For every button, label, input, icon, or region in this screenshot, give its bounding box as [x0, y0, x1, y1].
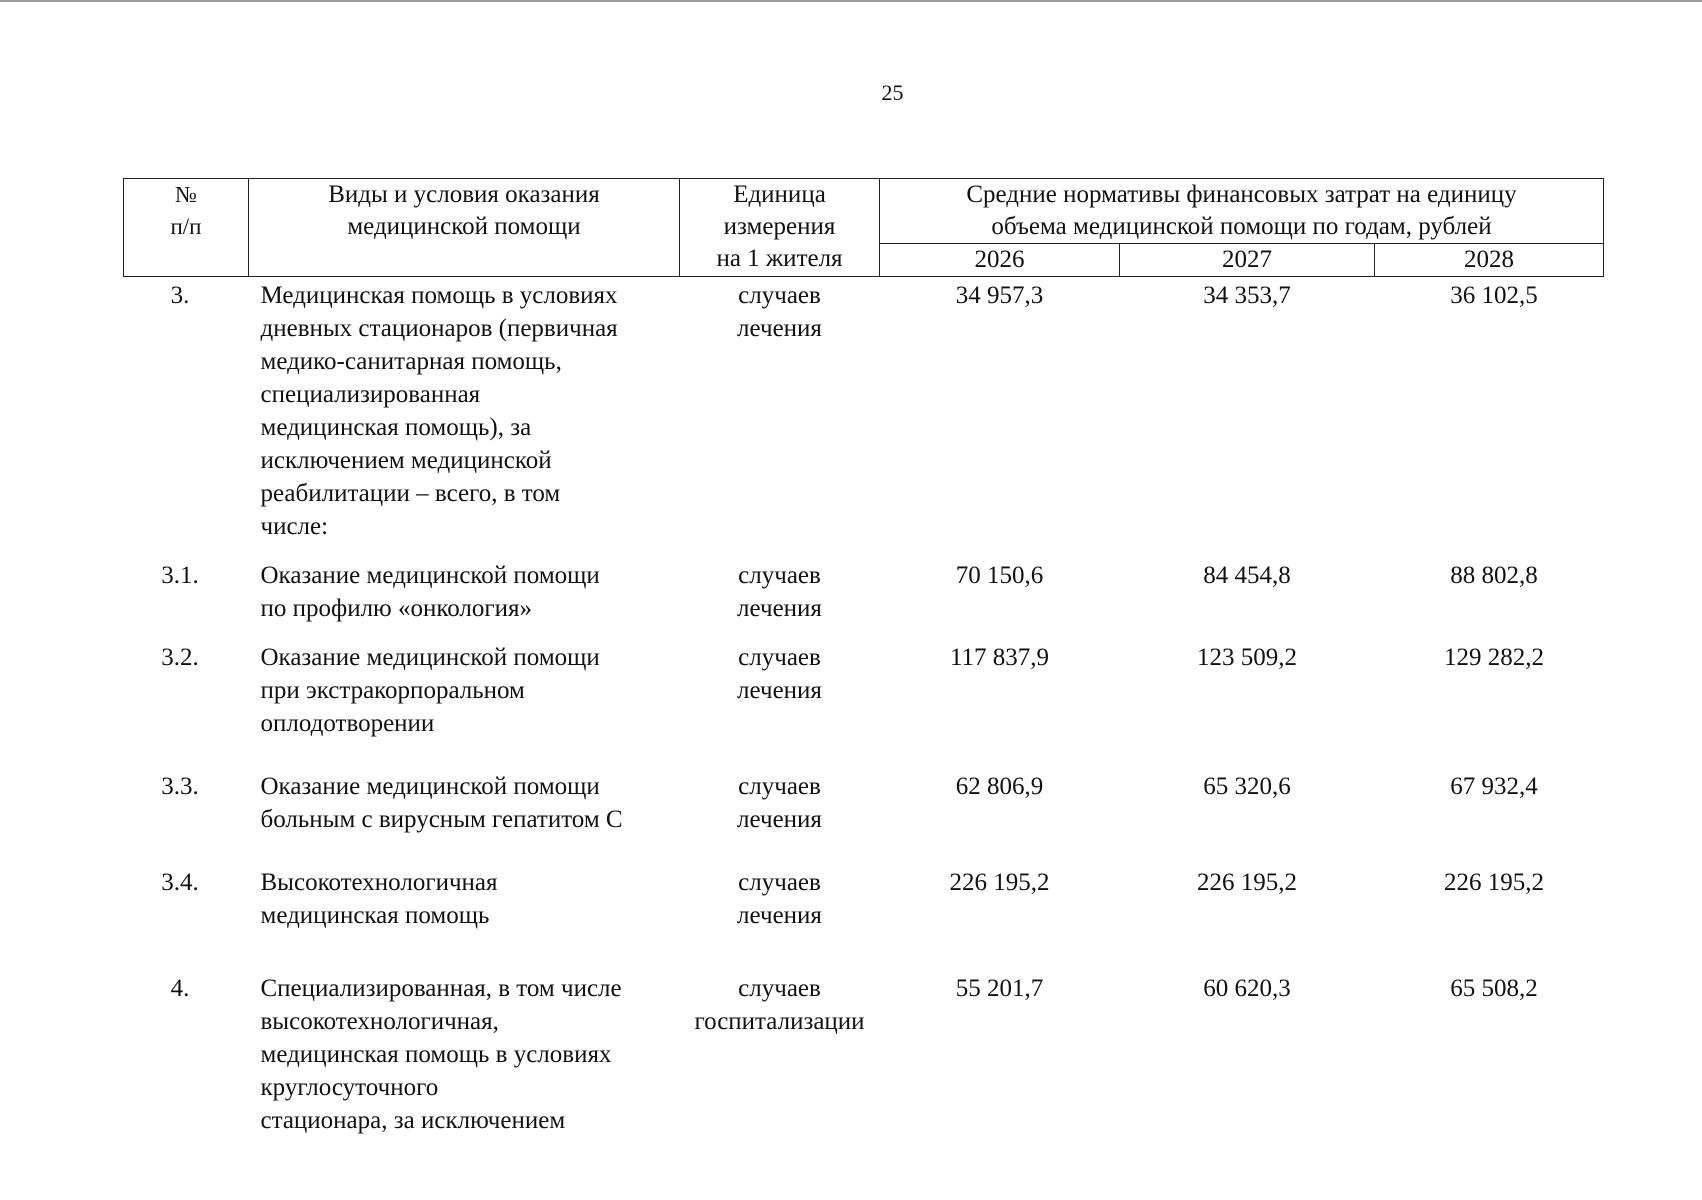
row-value-2026: 117 837,9 — [949, 644, 1050, 671]
header-norms: Средние нормативы финансовых затрат на единицу объема медицинской помощи по годам, рублей — [880, 179, 1604, 244]
row-value-2026: 62 806,9 — [955, 773, 1044, 800]
row-kind-line: дневных стационаров (первичная — [260, 315, 618, 342]
table-row — [124, 770, 1604, 866]
row-value-2027: 34 353,7 — [1203, 282, 1291, 309]
row-value-2026: 226 195,2 — [949, 869, 1050, 896]
table-row — [124, 277, 1604, 560]
row-value-2027: 60 620,3 — [1203, 975, 1291, 1002]
row-number: 3.4. — [161, 869, 199, 896]
row-unit — [680, 972, 880, 1137]
table-row — [124, 559, 1604, 641]
row-unit — [680, 866, 880, 972]
row-kind-line: реабилитации – всего, в том — [260, 480, 561, 507]
row-unit-line: случаев — [738, 975, 821, 1002]
row-kind-line: медицинская помощь в условиях — [260, 1041, 612, 1068]
scan-edge — [0, 0, 1702, 10]
row-value-2028: 88 802,8 — [1450, 562, 1538, 589]
header-kind: Виды и условия оказания медицинской помощи — [249, 179, 680, 277]
row-unit-line: случаев — [738, 562, 821, 589]
row-kind-line: стационара, за исключением — [260, 1107, 566, 1134]
row-value-2028: 67 932,4 — [1450, 773, 1538, 800]
row-kind-line: медико-санитарная помощь, — [260, 348, 562, 375]
row-kind-line: специализированная — [260, 381, 481, 408]
row-number: 3.1. — [161, 562, 199, 589]
row-kind-line: медицинская помощь — [260, 902, 490, 929]
row-number: 3. — [170, 282, 190, 309]
row-value-2028: 65 508,2 — [1450, 975, 1538, 1002]
row-kind-line: при экстракорпоральном — [260, 677, 525, 704]
row-value-2028: 129 282,2 — [1444, 644, 1544, 671]
row-number: 3.2. — [161, 644, 199, 671]
row-value-2026: 70 150,6 — [955, 562, 1044, 589]
row-unit-line: лечения — [737, 902, 822, 929]
table-row — [124, 972, 1604, 1137]
row-value-2027: 123 509,2 — [1197, 644, 1297, 671]
row-value-2028: 226 195,2 — [1444, 869, 1544, 896]
row-kind-line: высокотехнологичная, — [260, 1008, 499, 1035]
row-unit — [680, 559, 880, 641]
row-kind-line: Оказание медицинской помощи — [260, 562, 600, 589]
row-unit-line: случаев — [738, 282, 821, 309]
row-unit — [680, 770, 880, 866]
row-kind — [249, 559, 680, 641]
row-kind-line: Специализированная, в том числе — [260, 975, 622, 1002]
row-kind-line: по профилю «онкология» — [260, 595, 533, 622]
row-kind-line: Оказание медицинской помощи — [260, 773, 600, 800]
row-value-2027: 84 454,8 — [1203, 562, 1291, 589]
row-number: 3.3. — [161, 773, 199, 800]
row-value-2027: 226 195,2 — [1197, 869, 1297, 896]
table-row — [124, 866, 1604, 972]
row-kind-line: исключением медицинской — [260, 447, 552, 474]
table-row — [124, 641, 1604, 770]
header-year-2027: 2027 — [1120, 244, 1375, 277]
row-kind — [249, 277, 680, 560]
row-value-2027: 65 320,6 — [1203, 773, 1291, 800]
row-unit-line: лечения — [737, 677, 822, 704]
row-unit-line: случаев — [738, 869, 821, 896]
header-unit: Единица измерения на 1 жителя — [680, 179, 880, 277]
row-kind — [249, 972, 680, 1137]
row-kind — [249, 770, 680, 866]
row-value-2026: 34 957,3 — [955, 282, 1044, 309]
row-unit-line: лечения — [737, 806, 822, 833]
row-kind-line: больным с вирусным гепатитом С — [260, 806, 623, 833]
row-unit-line: лечения — [737, 315, 822, 342]
row-value-2026: 55 201,7 — [955, 975, 1044, 1002]
row-unit — [680, 277, 880, 560]
row-unit — [680, 641, 880, 770]
table-body — [124, 277, 1604, 1138]
row-unit-line: случаев — [738, 644, 821, 671]
header-number: № п/п — [124, 179, 249, 277]
row-kind-line: медицинская помощь), за — [260, 414, 532, 441]
page-number: 25 — [881, 80, 904, 105]
row-kind-line: Оказание медицинской помощи — [260, 644, 600, 671]
row-number: 4. — [170, 975, 190, 1002]
row-kind — [249, 866, 680, 972]
row-value-2028: 36 102,5 — [1450, 282, 1538, 309]
row-unit-line: лечения — [737, 595, 822, 622]
financial-norms-table — [123, 178, 1604, 1137]
row-kind — [249, 641, 680, 770]
row-kind-line: Высокотехнологичная — [260, 869, 498, 896]
header-year-2026: 2026 — [880, 244, 1120, 277]
row-unit-line: госпитализации — [694, 1008, 865, 1035]
row-kind-line: оплодотворении — [260, 710, 435, 737]
header-year-2028: 2028 — [1375, 244, 1604, 277]
row-kind-line: круглосуточного — [260, 1074, 439, 1101]
row-kind-line: числе: — [260, 513, 329, 540]
table-header — [124, 179, 1604, 277]
row-unit-line: случаев — [738, 773, 821, 800]
row-kind-line: Медицинская помощь в условиях — [260, 282, 618, 309]
